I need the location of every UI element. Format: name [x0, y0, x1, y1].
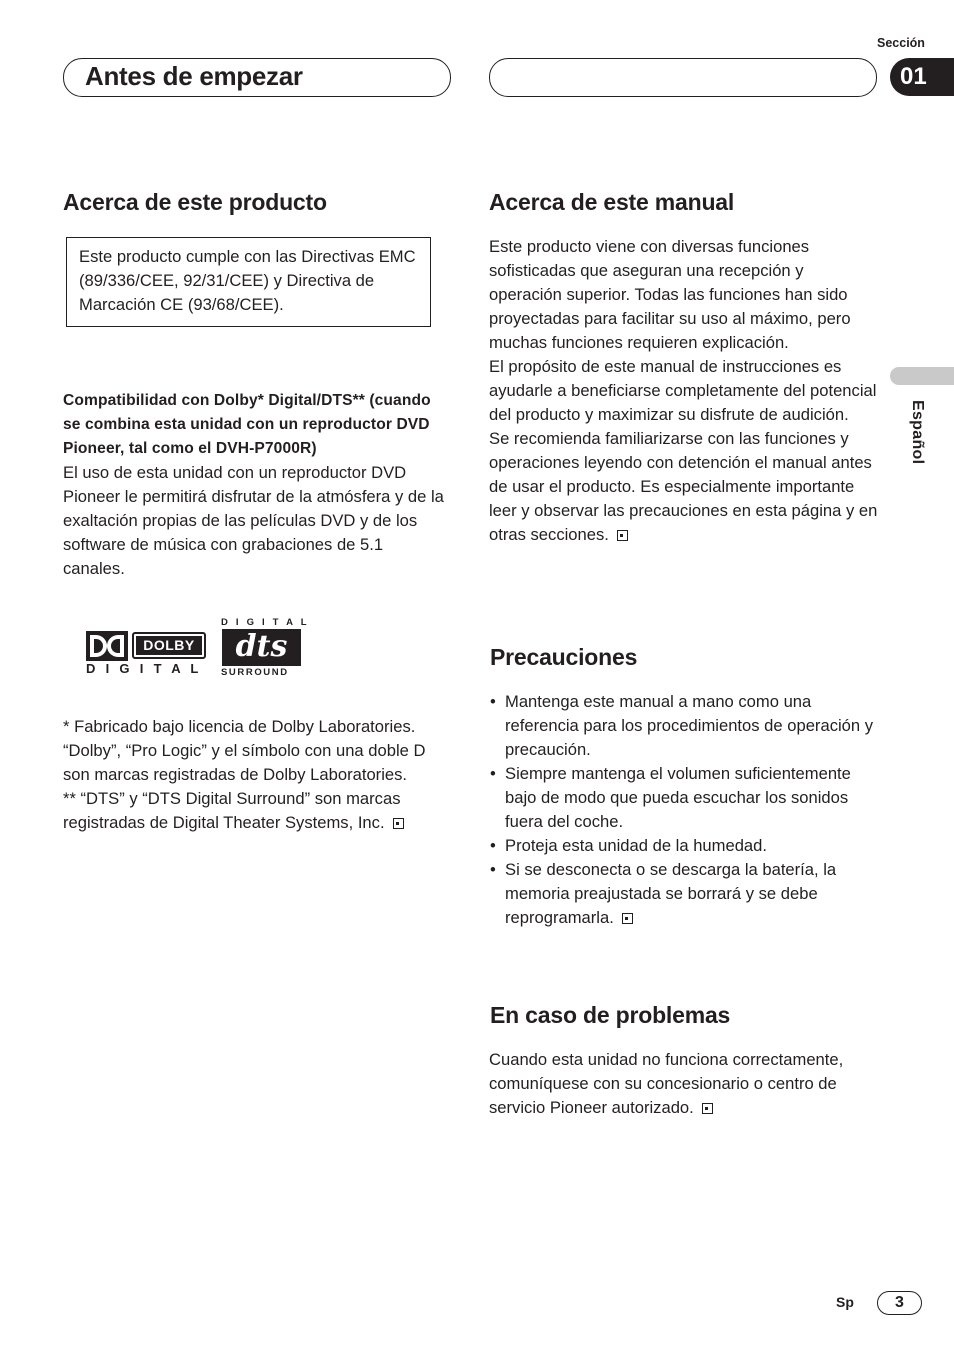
precautions-list-wrap	[489, 690, 881, 930]
list-item: • Siempre mantenga el volumen suficientemente bajo de modo que pueda escuchar los sonidos fuera del coche.	[489, 762, 881, 834]
section-number-badge: 01	[890, 58, 954, 96]
footnote-dts-row	[63, 787, 447, 835]
language-tab	[890, 367, 954, 385]
section-label: Sección	[877, 36, 925, 50]
page-title: Antes de empezar	[85, 61, 303, 91]
compatibility-section	[63, 389, 447, 581]
end-mark-icon	[622, 913, 633, 924]
end-mark-icon	[393, 818, 404, 829]
dts-wordmark: dts	[222, 629, 301, 666]
dolby-wordmark-frame	[132, 632, 206, 659]
footnote-dolby: * Fabricado bajo licencia de Dolby Laboratories. “Dolby”, “Pro Logic” y el símbolo con una doble D son marcas registradas de Dolby Laboratories.	[63, 717, 426, 784]
manual-body	[489, 235, 881, 547]
problems-paragraph-row	[489, 1048, 881, 1120]
product-heading: Acerca de este producto	[63, 189, 327, 215]
manual-paragraph: El propósito de este manual de instrucciones es ayudarle a beneficiarse completamente del potencial del producto y maximizar su disfrute de audición.	[489, 357, 877, 424]
page-number: 3	[877, 1291, 922, 1315]
problems-paragraph: Cuando esta unidad no funciona correctamente, comuníquese con su concesionario o centro de servicio Pioneer autorizado.	[489, 1050, 844, 1117]
dolby-digital-logo	[86, 631, 208, 677]
list-item: • Proteja esta unidad de la humedad.	[489, 834, 881, 858]
precautions-heading: Precauciones	[490, 644, 638, 670]
dts-top-caption: D I G I T A L	[221, 617, 310, 628]
dts-bottom-caption: SURROUND	[221, 667, 289, 678]
manual-heading: Acerca de este manual	[489, 189, 735, 215]
empty-header-frame	[489, 58, 877, 97]
manual-paragraph: Se recomienda familiarizarse con las funciones y operaciones leyendo con detención el manual antes de usar el producto. Es especialmente importante leer y observar las precauciones en esta página y en otras secciones.	[489, 429, 878, 544]
dolby-digital-caption: D I G I T A L	[86, 661, 202, 676]
problems-body	[489, 1048, 881, 1120]
double-d-icon	[86, 631, 128, 661]
footnotes	[63, 715, 447, 835]
manual-paragraph: Este producto viene con diversas funciones sofisticadas que aseguran una recepción y operación superior. Todas las funciones han sido proyectadas para facilitar su uso al máximo, pero muchas funciones requieren explicación.	[489, 237, 851, 352]
footnote-dts: ** “DTS” y “DTS Digital Surround” son marcas registradas de Digital Theater Systems, Inc.	[63, 789, 401, 832]
end-mark-icon	[702, 1103, 713, 1114]
dts-surround-logo	[221, 617, 310, 679]
list-item-row	[489, 858, 881, 930]
language-code: Sp	[836, 1294, 854, 1310]
manual-paragraph-row	[489, 427, 881, 547]
list-item: Si se desconecta o se descarga la batería, la memoria preajustada se borrará y se debe reprogramarla.	[505, 860, 837, 927]
compatibility-heading: Compatibilidad con Dolby* Digital/DTS** (cuando se combina esta unidad con un reproductor DVD Pioneer, tal como el DVH-P7000R)	[63, 392, 431, 457]
compliance-notice-box	[66, 237, 431, 327]
problems-heading: En caso de problemas	[490, 1002, 731, 1028]
dolby-wordmark: DOLBY	[136, 636, 202, 655]
compliance-notice-text: Este producto cumple con las Directivas EMC (89/336/CEE, 92/31/CEE) y Directiva de Marcación CE (93/68/CEE).	[79, 247, 416, 314]
precautions-list	[489, 690, 881, 930]
language-label: Español	[909, 400, 926, 465]
compatibility-body: El uso de esta unidad con un reproductor DVD Pioneer le permitirá disfrutar de la atmósfera y de la exaltación propias de las películas DVD y de los software de música con grabaciones de 5.1 canales.	[63, 463, 444, 578]
end-mark-icon	[617, 530, 628, 541]
list-item: • Mantenga este manual a mano como una referencia para los procedimientos de operación y precaución.	[489, 690, 881, 762]
